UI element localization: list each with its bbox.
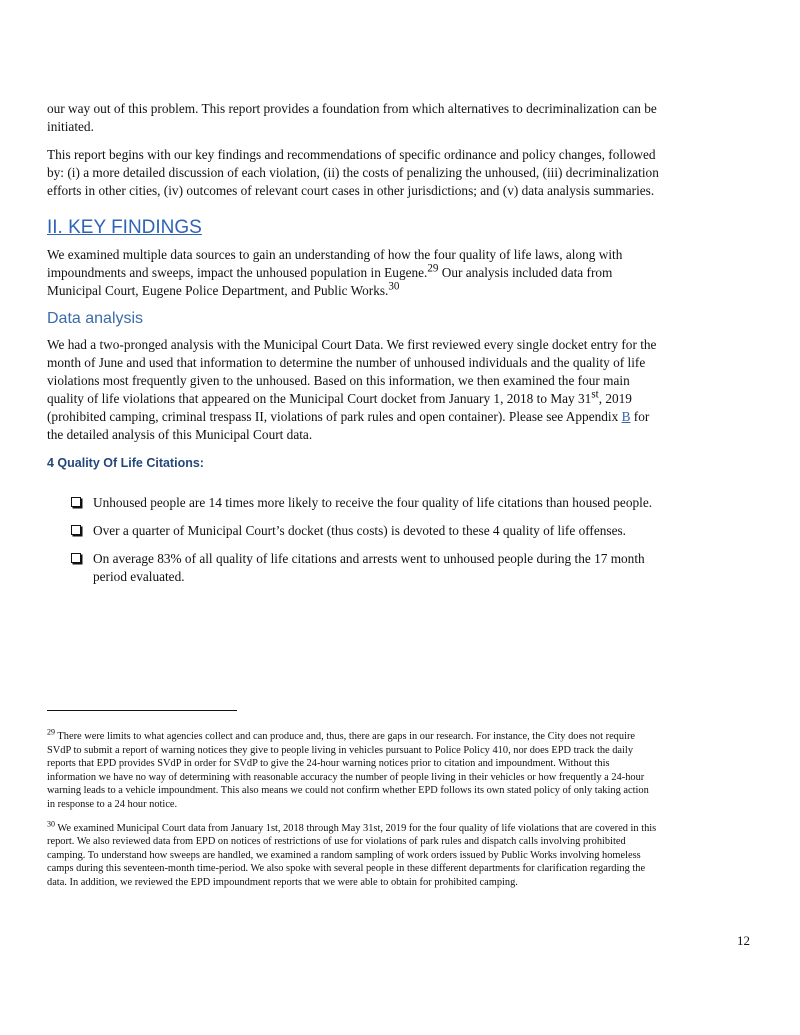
data-analysis-heading: Data analysis <box>47 310 144 327</box>
list-item <box>71 522 659 540</box>
key-findings-text-b: Our analysis included data from Municipal Court, Eugene Police Department, and Public Works. <box>47 265 613 298</box>
page-body <box>47 100 659 596</box>
list-item-text: On average 83% of all quality of life citations and arrests went to unhoused people during the 17 month period evaluated. <box>93 551 645 584</box>
page-number: 12 <box>737 933 750 948</box>
list-item-text: Over a quarter of Municipal Court’s docket (thus costs) is devoted to these 4 quality of life offenses. <box>93 523 626 538</box>
data-analysis-text-b: , 2019 (prohibited camping, criminal trespass II, violations of park rules and open container). Please see Appendix <box>47 391 632 424</box>
intro-paragraph-2: This report begins with our key findings and recommendations of specific ordinance and policy changes, followed by: (i) a more detailed discussion of each violation, (ii) the costs of penalizing the unhoused, (iii) decriminalization efforts in other cities, (iv) outcomes of relevant court cases in other jurisdictions; and (v) data analysis summaries. <box>47 147 659 198</box>
citations-list <box>47 494 659 586</box>
footnote-ref-29: 29 <box>427 262 439 275</box>
list-item <box>71 550 659 586</box>
footnotes <box>47 727 659 900</box>
footnote-divider <box>47 710 237 711</box>
key-findings-paragraph <box>47 246 659 300</box>
checkbox-bullet-icon <box>71 553 81 563</box>
citations-title: 4 Quality Of Life Citations: <box>47 456 204 470</box>
data-analysis-text-a: We had a two-pronged analysis with the Municipal Court Data. We first reviewed every single docket entry for the month of June and used that information to determine the number of unhoused individuals and the quality of life violations most frequently given to the unhoused. Based on this information, we then examined the four main quality of life violations that appeared on the Municipal Court docket from January 1, 2018 to May 31 <box>47 337 657 406</box>
data-analysis-paragraph <box>47 336 659 444</box>
appendix-b-link[interactable]: B <box>621 409 631 424</box>
ordinal-suffix: st <box>591 388 599 401</box>
list-item-text: Unhoused people are 14 times more likely to receive the four quality of life citations than housed people. <box>93 495 653 510</box>
list-item <box>71 494 659 512</box>
footnote-ref-30: 30 <box>388 280 400 293</box>
footnote-text: There were limits to what agencies collect and can produce and, thus, there are gaps in our research. For instance, the City does not require SVdP to submit a report of warning notices they give to people living in vehicles pursuant to Police Policy 410, nor does EPD track the daily reports that EPD provides SVdP in order for SVdP to give the 24-hour warning notices prior to citation and impoundment. Without this information we have no way of determining with reasonable accuracy the number of people living in their vehicles or how frequently a 24-hour warning leads to a vehicle impoundment. This also means we could not confirm whether EPD follows its own stated policy of only taking action in response to a 24 hour notice. <box>47 731 649 810</box>
footnote-29 <box>47 727 659 812</box>
key-findings-text-a: We examined multiple data sources to gain an understanding of how the four quality of life laws, along with impoundments and sweeps, impact the unhoused population in Eugene. <box>47 247 623 280</box>
footnote-number: 30 <box>47 819 55 829</box>
checkbox-bullet-icon <box>71 497 81 507</box>
footnote-text: We examined Municipal Court data from January 1st, 2018 through May 31st, 2019 for the four quality of life violations that are covered in this report. We also reviewed data from EPD on notices of restrictions of use for violations of park rules and dispatch calls involving prohibited camping. To understand how sweeps are handled, we examined a random sampling of work orders issued by Public Works involving homeless camps during this seventeen-month time-period. We also spoke with several people in these different departments for clarification regarding the data. In addition, we reviewed the EPD impoundment reports that we were able to obtain for prohibited camping. <box>47 822 657 888</box>
intro-paragraph-1: our way out of this problem. This report provides a foundation from which alternatives to decriminalization can be initiated. <box>47 101 657 134</box>
checkbox-bullet-icon <box>71 525 81 535</box>
key-findings-heading: II. KEY FINDINGS <box>47 217 202 238</box>
data-analysis-text-c: for the detailed analysis of this Municipal Court data. <box>47 409 650 442</box>
footnote-number: 29 <box>47 727 55 737</box>
footnote-30 <box>47 819 659 890</box>
